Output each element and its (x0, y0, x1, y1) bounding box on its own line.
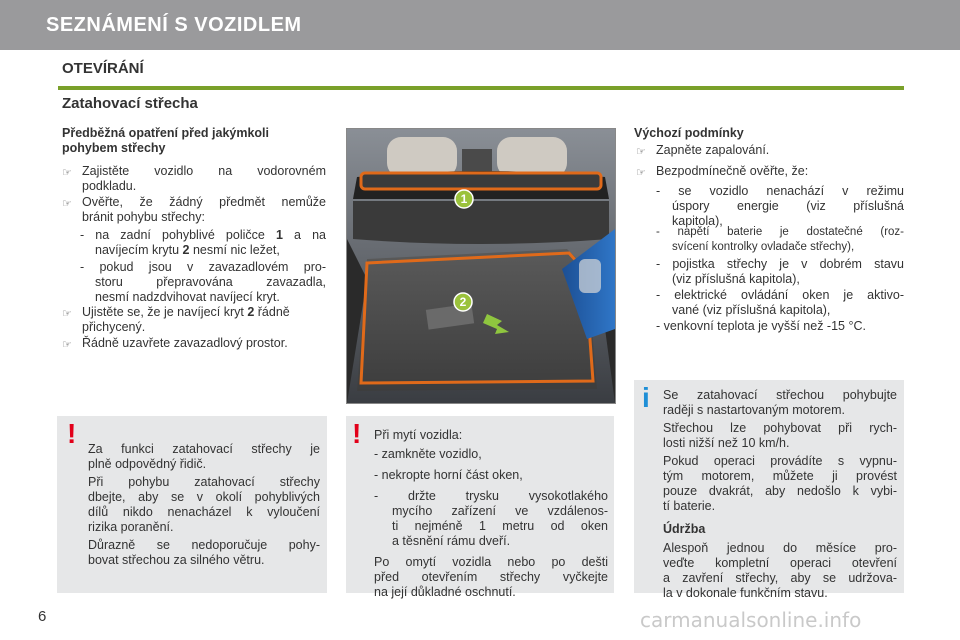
col1-subitem-1 (80, 228, 326, 258)
text-span: navíjecím krytu (95, 243, 183, 257)
photo-callout-2: 2 (459, 295, 467, 309)
watermark: carmanualsonline.info (640, 608, 862, 632)
text-line: - zamkněte vozidlo, (374, 447, 482, 461)
text-line: rizika poranění. (88, 520, 174, 534)
text-line: plně odpovědný řidič. (88, 457, 207, 471)
warning-box-washing (346, 416, 614, 599)
bullet-icon: ☞ (62, 339, 72, 351)
section-title: OTEVÍRÁNÍ (62, 60, 144, 77)
col3-subitem-4 (656, 288, 904, 318)
bullet-icon: ☞ (62, 167, 72, 179)
col1-bullet-2 (82, 195, 326, 225)
text-line: - venkovní teplota je vyšší než -15 °C. (656, 319, 866, 333)
warning-box-text (374, 428, 608, 600)
maintenance-heading: Údržba (663, 522, 706, 536)
col3-subitem-1 (656, 184, 904, 229)
text-line: - elektrické ovládání oken je aktivo- (656, 288, 904, 302)
col1-heading (62, 126, 269, 156)
text-line: raději s nastartovaným motorem. (663, 403, 846, 417)
col3-subitem-3 (656, 257, 904, 287)
text-line: bovat střechou za silného větru. (88, 553, 265, 567)
text-line: Pokud operaci provádíte s vypnu- (663, 454, 897, 468)
text-line: Při pohybu zatahovací střechy (88, 475, 320, 489)
text-line: úspory energie (viz příslušná (672, 199, 904, 213)
callout-number: 2 (182, 243, 190, 257)
text-line: a těsnění rámu dveří. (392, 534, 511, 548)
text-line: - držte trysku vysokotlakého (374, 489, 608, 503)
bullet-icon: ☞ (636, 146, 646, 158)
trunk-photo (346, 128, 616, 404)
text-line: ti nejméně 1 metru od oken (392, 519, 608, 533)
text-line: - pojistka střechy je v dobrém stavu (656, 257, 904, 271)
text-line: Ověřte, že žádný předmět nemůže (82, 195, 326, 209)
text-line: na její důkladné oschnutí. (374, 585, 516, 599)
text-line: storu přepravována zavazadla, (95, 275, 326, 289)
text-line: vané (viz příslušná kapitola), (672, 303, 831, 317)
warning-box-driver (57, 416, 327, 593)
text-line: Po omytí vozidla nebo po dešti (374, 555, 608, 569)
text-line: (viz příslušná kapitola), (672, 272, 800, 286)
text-line (80, 228, 326, 243)
text-line: dílů nikdo nenacházel k vyloučení (88, 505, 320, 519)
info-icon: i (642, 382, 650, 413)
text-line: Alespoň jednou do měsíce pro- (663, 541, 897, 555)
text-line: nesmí nadzdvihovat navíjecí kryt. (95, 290, 280, 304)
text-line: tým motorem, můžete ji provést (663, 469, 897, 483)
bullet-icon: ☞ (62, 308, 72, 320)
text-line: veďte kompletní operaci otevření (663, 556, 897, 570)
col1-heading-line: pohybem střechy (62, 141, 166, 155)
bullet-icon: ☞ (636, 167, 646, 179)
text-line: tí baterie. (663, 499, 716, 513)
text-line: Střechou lze pohybovat při rych- (663, 421, 897, 435)
text-line (82, 305, 326, 320)
text-line: losti nižší než 10 km/h. (663, 436, 790, 450)
text-line: dbejte, aby se v okolí pohyblivých (88, 490, 320, 504)
text-line: před otevřením střechy vyčkejte (374, 570, 608, 584)
text-span: Ujistěte se, že je navíjecí kryt (82, 305, 248, 319)
header-band (0, 0, 960, 50)
col1-bullet-3 (82, 305, 326, 335)
text-line: kapitola), (672, 214, 723, 228)
photo-callout-1: 1 (460, 192, 468, 206)
text-line: Při mytí vozidla: (374, 428, 463, 442)
text-line: Za funkci zatahovací střechy je (88, 442, 320, 456)
callout-number: 1 (275, 228, 283, 242)
text-line: Důrazně se nedoporučuje pohy- (88, 538, 320, 552)
text-line: Řádně uzavřete zavazadlový prostor. (82, 336, 288, 350)
col3-heading: Výchozí podmínky (634, 126, 744, 140)
text-line: bránit pohybu střechy: (82, 210, 205, 224)
col1-heading-line: Předběžná opatření před jakýmkoli (62, 126, 270, 140)
section-divider (58, 86, 904, 90)
text-line: Zajistěte vozidlo na vodorovném (82, 164, 326, 178)
col3-bullet-1: Zapněte zapalování. (656, 143, 770, 157)
subsection-title: Zatahovací střecha (62, 95, 198, 112)
info-box (634, 380, 904, 600)
text-line: a zavření střechy, aby se udržova- (663, 571, 897, 585)
col3-bullet-2: Bezpodmínečně ověřte, že: (656, 164, 809, 178)
text-line: mycího zařízení ve vzdálenos- (392, 504, 608, 518)
callout-number: 2 (247, 305, 255, 319)
col1-bullet-4 (82, 336, 326, 351)
text-line: pouze dvakrát, aby nedošlo k vybi- (663, 484, 897, 498)
text-line: - nekropte horní část oken, (374, 468, 523, 482)
text-line: přichycený. (82, 320, 146, 334)
col3-subitem-5 (656, 319, 904, 334)
text-line: Se zatahovací střechou pohybujte (663, 388, 897, 402)
text-span: a na (282, 228, 326, 242)
bullet-icon: ☞ (62, 198, 72, 210)
info-box-text (663, 388, 897, 601)
chapter-title: SEZNÁMENÍ S VOZIDLEM (46, 14, 302, 36)
warning-icon: ! (352, 418, 362, 449)
col1-subitem-2 (80, 260, 326, 305)
text-span: - na zadní pohyblivé poličce (80, 228, 276, 242)
text-line: la v dokonale funkčním stavu. (663, 586, 828, 600)
col3-subitem-2 (656, 225, 904, 255)
text-line: - napětí baterie je dostatečné (roz- (656, 226, 904, 238)
text-line: podkladu. (82, 179, 137, 193)
text-line: svícení kontrolky ovladače střechy), (672, 241, 855, 253)
warning-box-text (88, 442, 320, 568)
page-number: 6 (38, 608, 47, 625)
col1-bullet-1 (82, 164, 326, 194)
text-span: řádně (254, 305, 290, 319)
warning-icon: ! (67, 418, 77, 449)
text-line: - se vozidlo nenachází v režimu (656, 184, 904, 198)
text-line (80, 243, 326, 258)
text-span: nesmí nic ležet, (189, 243, 280, 257)
text-line: - pokud jsou v zavazadlovém pro- (80, 260, 326, 274)
